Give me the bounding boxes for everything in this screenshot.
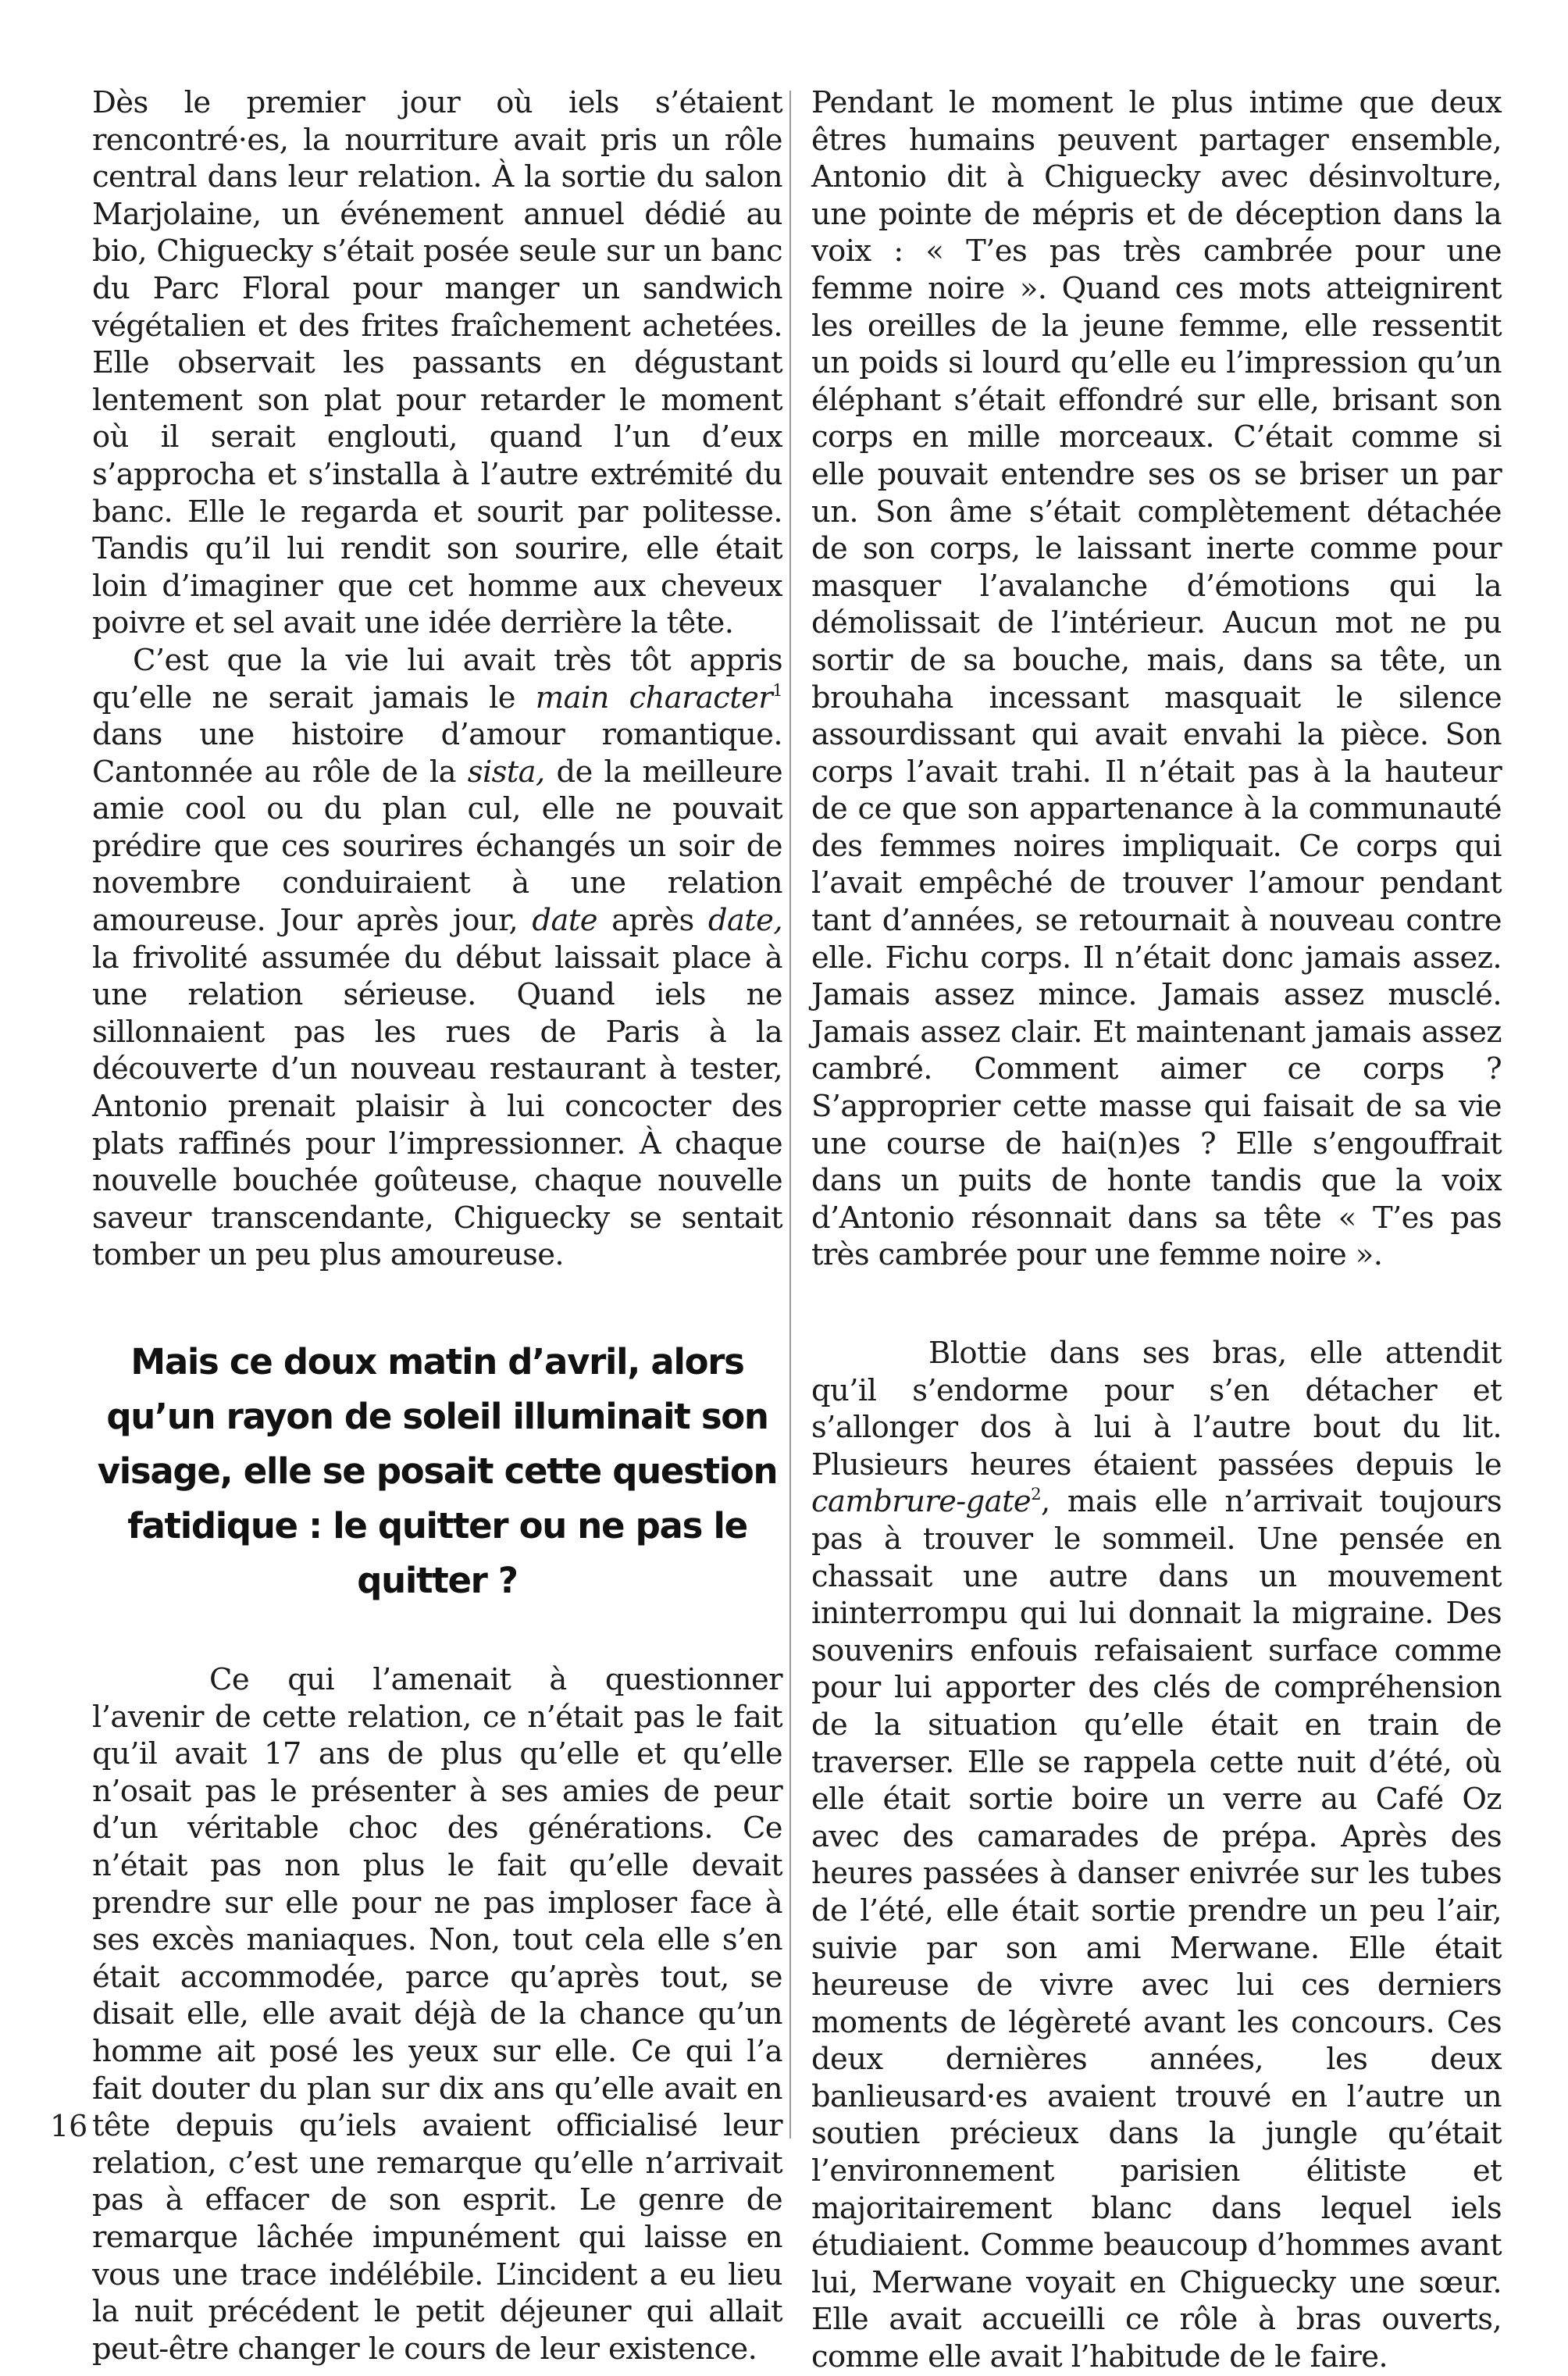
italic-run: date, bbox=[707, 903, 782, 939]
left-column bbox=[92, 84, 782, 2367]
text-run: la frivolité assumée du début laissait place à une relation sérieuse. Quand iels ne sillonnaient pas les rues de Paris à la découverte d’un nouveau restaurant à tester, Antonio prenait plaisir à lui concocter des plats raffinés pour l’impressionner. À chaque nouvelle bouchée goûteuse, chaque nouvelle saveur transcendante, Chiguecky se sentait tomber un peu plus amoureuse. bbox=[92, 940, 782, 1273]
left-paragraph-3: Ce qui l’amenait à questionner l’avenir de cette relation, ce n’était pas le fait qu’il avait 17 ans de plus qu’elle et qu’elle n’osait pas le présenter à ses amies de peur d’un véritable choc des générations. Ce n’était pas non plus le fait qu’elle devait prendre sur elle pour ne pas imploser face à ses excès maniaques. Non, tout cela elle s’en était accommodée, parce qu’après tout, se disait elle, elle avait déjà de la chance qu’un homme ait posé les yeux sur elle. Ce qui l’a fait douter du plan sur dix ans qu’elle avait en tête depuis qu’iels avaient officialisé leur relation, c’est une remarque qu’elle n’arrivait pas à effacer de son esprit. Le genre de remarque lâchée impunément qui laisse en vous une trace indélébile. L’incident a eu lieu la nuit précédent le petit déjeuner qui allait peut-être changer le cours de leur existence. bbox=[92, 1662, 782, 2367]
text-run: après bbox=[597, 903, 708, 939]
text-run: de la meilleure amie cool ou du plan cul, elle ne pouvait prédire que ces sourires échangés un soir de novembre conduiraient à une relation amoureuse. Jour après jour, bbox=[92, 754, 783, 939]
right-paragraph-1: Pendant le moment le plus intime que deux êtres humains peuvent partager ensemble, Antonio dit à Chiguecky avec désinvolture, une pointe de mépris et de déception dans la voix : « T’es pas très cambrée pour une femme noire ». Quand ces mots atteignirent les oreilles de la jeune femme, elle ressentit un poids si lourd qu’elle eu l’impression qu’un éléphant s’était effondré sur elle, brisant son corps en mille morceaux. C’était comme si elle pouvait entendre ses os se briser un par un. Son âme s’était complètement détachée de son corps, le laissant inerte comme pour masquer l’avalanche d’émotions qui la démolissait de l’intérieur. Aucun mot ne pu sortir de sa bouche, mais, dans sa tête, un brouhaha incessant masquait le silence assourdissant qui avait envahi la pièce. Son corps l’avait trahi. Il n’était pas à la hauteur de ce que son appartenance à la communauté des femmes noires impliquait. Ce corps qui l’avait empêché de trouver l’amour pendant tant d’années, se retournait à nouveau contre elle. Fichu corps. Il n’était donc jamais assez. Jamais assez mince. Jamais assez musclé. Jamais assez clair. Et maintenant jamais assez cambré. Comment aimer ce corps ? S’approprier cette masse qui faisait de sa vie une course de hai(n)es ? Elle s’engouffrait dans un puits de honte tandis que la voix d’Antonio résonnait dans sa tête « T’es pas très cambrée pour une femme noire ». bbox=[811, 85, 1502, 1273]
left-paragraph-1: Dès le premier jour où iels s’étaient rencontré·es, la nourriture avait pris un rôle central dans leur relation. À la sortie du salon Marjolaine, un événement annuel dédié au bio, Chiguecky s’était posée seule sur un banc du Parc Floral pour manger un sandwich végétalien et des frites fraîchement achetées. Elle observait les passants en dégustant lentement son plat pour retarder le moment où il serait englouti, quand l’un d’eux s’approcha et s’installa à l’autre extrémité du banc. Elle le regarda et sourit par politesse. Tandis qu’il lui rendit son sourire, elle était loin d’imaginer que cet homme aux cheveux poivre et sel avait une idée derrière la tête. bbox=[92, 85, 782, 641]
text-run: , mais elle n’arrivait toujours pas à trouver le sommeil. Une pensée en chassait une autre dans un mouvement ininterrompu qui lui donnait la migraine. Des souvenirs enfouis refaisaient surface comme pour lui apporter des clés de compréhension de la situation qu’elle était en train de traverser. Elle se rappela cette nuit d’été, où elle était sortie boire un verre au Café Oz avec des camarades de prépa. Après des heures passées à danser enivrée sur les tubes de l’été, elle était sortie prendre un peu l’air, suivie par son ami Merwane. Elle était heureuse de vivre avec lui ces derniers moments de légèreté avant les concours. Ces deux dernières années, les deux banlieusard·es avaient trouvé en l’autre un soutien précieux dans la jungle qu’était l’environnement parisien élitiste et majoritairement blanc dans lequel iels étudiaient. Comme beaucoup d’hommes avant lui, Merwane voyait en Chiguecky une sœur. Elle avait accueilli ce rôle à bras ouverts, comme elle avait l’habitude de le faire. bbox=[811, 1484, 1502, 2375]
right-paragraph-2 bbox=[811, 1335, 1502, 2376]
column-divider bbox=[789, 91, 791, 2139]
pull-quote: Mais ce doux matin d’avril, alors qu’un rayon de soleil illuminait son visage, elle se posait cette question fatidique : le quitter ou ne pas le quitter ? bbox=[97, 1341, 778, 1601]
italic-run: sista, bbox=[467, 754, 545, 790]
footnote-marker: 1 bbox=[772, 680, 782, 700]
italic-run: cambrure-gate bbox=[811, 1484, 1032, 1520]
text-run: C’est que la vie lui avait très tôt appris qu’elle ne serait jamais le bbox=[92, 642, 782, 715]
right-column bbox=[811, 84, 1502, 2376]
italic-run: main character bbox=[535, 680, 773, 715]
italic-run: date bbox=[532, 903, 597, 939]
text-run: dans une histoire d’amour romantique. Cantonnée au rôle de la bbox=[92, 717, 782, 790]
text-run: Blottie dans ses bras, elle attendit qu’il s’endorme pour s’en détacher et s’allonger dos à lui à l’autre bout du lit. Plusieurs heures étaient passées depuis le bbox=[811, 1336, 1502, 1482]
left-paragraph-2 bbox=[92, 642, 782, 1274]
page-number: 16 bbox=[50, 2109, 88, 2143]
footnote-marker: 2 bbox=[1031, 1484, 1041, 1504]
